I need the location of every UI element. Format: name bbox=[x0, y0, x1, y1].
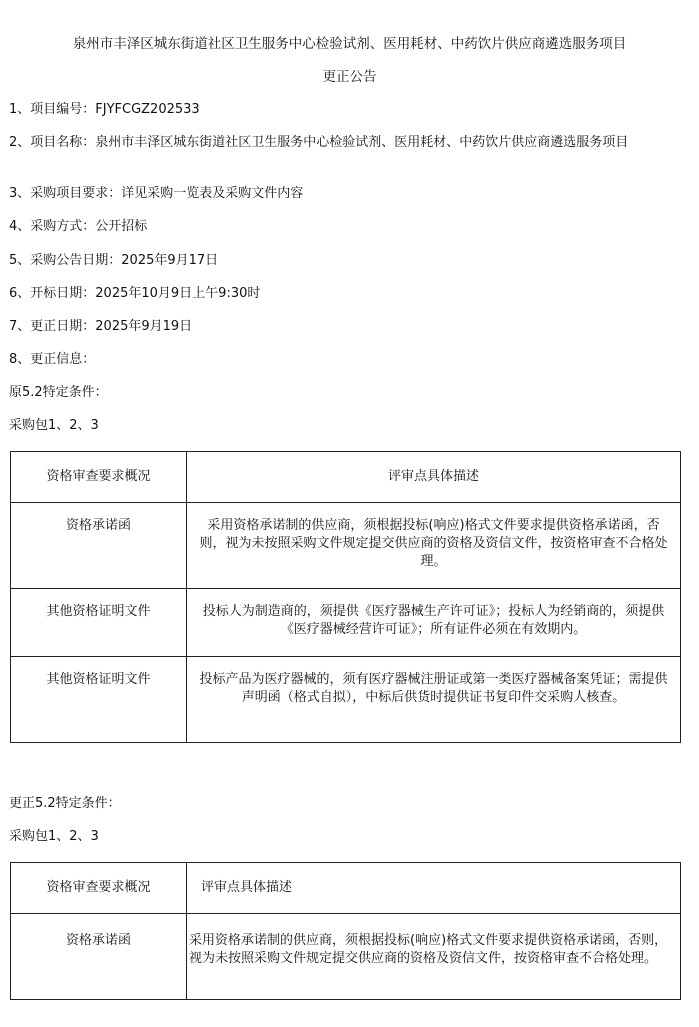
corrected-conditions-table bbox=[10, 862, 681, 1000]
original-package: 采购包1、2、3 bbox=[9, 418, 99, 433]
table-row bbox=[11, 914, 681, 1000]
document-title: 泉州市丰泽区城东街道社区卫生服务中心检验试剂、医用耗材、中药饮片供应商遴选服务项目 bbox=[72, 36, 627, 52]
header-cell: 评审点具体描述 bbox=[187, 863, 681, 914]
table-row bbox=[11, 503, 681, 589]
item-project-name: 2、项目名称：泉州市丰泽区城东街道社区卫生服务中心检验试剂、医用耗材、中药饮片供应商遴选服务项目 bbox=[9, 135, 629, 150]
document-subtitle: 更正公告 bbox=[322, 69, 377, 85]
item-requirements: 3、采购项目要求：详见采购一览表及采购文件内容 bbox=[9, 186, 304, 201]
original-label: 原5.2特定条件： bbox=[9, 385, 108, 400]
table-cell: 其他资格证明文件 bbox=[11, 657, 187, 743]
item-correction-date: 7、更正日期：2025年9月19日 bbox=[9, 319, 193, 334]
item-correction-info: 8、更正信息： bbox=[9, 352, 96, 367]
header-cell: 资格审查要求概况 bbox=[11, 452, 187, 503]
table-cell: 其他资格证明文件 bbox=[11, 589, 187, 657]
corrected-package: 采购包1、2、3 bbox=[9, 829, 99, 844]
table-cell: 采用资格承诺制的供应商，须根据投标(响应)格式文件要求提供资格承诺函，否则，视为未按照采购文件规定提交供应商的资格及资信文件，按资格审查不合格处理。 bbox=[187, 503, 681, 589]
table-row bbox=[11, 589, 681, 657]
table-cell: 投标人为制造商的，须提供《医疗器械生产许可证》；投标人为经销商的，须提供《医疗器械经营许可证》；所有证件必须在有效期内。 bbox=[187, 589, 681, 657]
table-header-row bbox=[11, 452, 681, 503]
table-cell: 资格承诺函 bbox=[11, 503, 187, 589]
item-project-number: 1、项目编号：FJYFCGZ202533 bbox=[9, 102, 200, 117]
header-cell: 资格审查要求概况 bbox=[11, 863, 187, 914]
item-opening-date: 6、开标日期：2025年10月9日上午9:30时 bbox=[9, 286, 261, 301]
table-row bbox=[11, 657, 681, 743]
table-header-row bbox=[11, 863, 681, 914]
item-announce-date: 5、采购公告日期：2025年9月17日 bbox=[9, 253, 219, 268]
item-method: 4、采购方式：公开招标 bbox=[9, 219, 148, 234]
header-cell: 评审点具体描述 bbox=[187, 452, 681, 503]
table-cell: 资格承诺函 bbox=[11, 914, 187, 1000]
table-cell: 投标产品为医疗器械的，须有医疗器械注册证或第一类医疗器械备案凭证；需提供声明函（格式自拟），中标后供货时提供证书复印件交采购人核查。 bbox=[187, 657, 681, 743]
table-cell: 采用资格承诺制的供应商，须根据投标(响应)格式文件要求提供资格承诺函，否则，视为未按照采购文件规定提交供应商的资格及资信文件，按资格审查不合格处理。 bbox=[187, 914, 681, 1000]
corrected-label: 更正5.2特定条件： bbox=[9, 796, 121, 811]
original-conditions-table bbox=[10, 451, 681, 743]
